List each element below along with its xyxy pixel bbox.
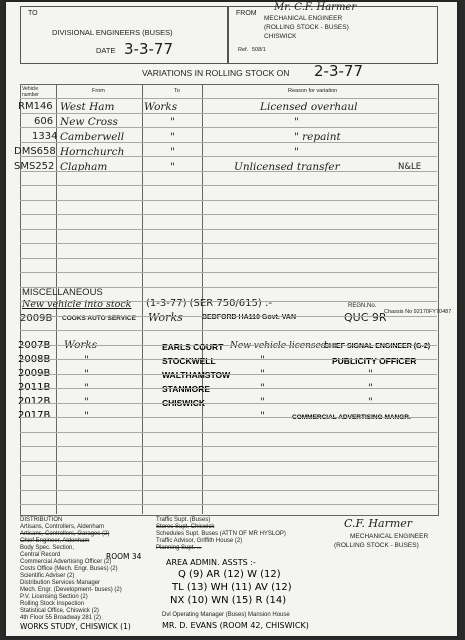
vehicle-cell: 1334: [32, 131, 58, 142]
extra-cell: ": [368, 396, 373, 408]
from-line2: (ROLLING STOCK - BUSES): [264, 24, 349, 31]
from-cell: New Cross: [60, 116, 118, 128]
reason-cell: Licensed overhaul: [260, 101, 358, 113]
dist-line: Distribution Services Manager: [20, 580, 101, 586]
col-vehicle: Vehicle number: [22, 86, 39, 98]
ruled-line: [20, 156, 437, 157]
misc-vehicle-type: BEDFORD HA110 Govt. VAN: [202, 314, 296, 321]
vehicle-cell: 606: [34, 116, 54, 127]
sig-line-1: MECHANICAL ENGINEER: [350, 533, 429, 540]
reason-cell: ": [260, 382, 265, 394]
vehicle-cell: DMS658: [14, 146, 56, 157]
from-cell: ": [84, 368, 89, 380]
ruled-line: [20, 185, 437, 186]
misc-new-vehicle: New vehicle into stock: [22, 299, 132, 310]
vehicle-cell: 2007B: [18, 340, 51, 351]
from-cell: Hornchurch: [60, 146, 125, 158]
date-value: 3-3-77: [124, 40, 173, 58]
dist-line: Commercial Advertising Officer (2): [20, 559, 112, 565]
to-cell: ": [170, 131, 175, 143]
to-cell: ": [170, 161, 175, 173]
from-cell: Works: [64, 339, 98, 351]
from-cell: Camberwell: [60, 131, 125, 143]
area-line-2: TL (13) WH (11) AV (12): [172, 582, 292, 593]
reason-cell: ": [294, 116, 299, 128]
traffic-block: [156, 517, 316, 552]
reason-cell: " repaint: [294, 131, 341, 143]
variations-form: [6, 2, 457, 636]
area-line-1: Q (9) AR (12) W (12): [178, 569, 281, 580]
misc-regn-label: REGN.No.: [348, 303, 377, 309]
misc-ser: (1-3-77) (SER 750/615) :-: [146, 298, 272, 309]
from-cell: Clapham: [60, 161, 108, 173]
ruled-line: [20, 403, 437, 404]
vehicle-cell: 2012B: [18, 396, 51, 407]
vehicle-cell: 2017B: [18, 410, 51, 421]
reason-cell: ": [260, 354, 265, 366]
from-label: FROM: [236, 10, 257, 17]
ruled-line: [20, 475, 437, 476]
ruled-line: [20, 258, 437, 259]
misc-supplier: COOKS AUTO SERVICE: [62, 315, 136, 322]
ruled-line: [20, 345, 437, 346]
mid-line: Traffic Advisor, Griffith House (2): [156, 538, 243, 544]
reason-cell: ": [260, 368, 265, 380]
from-line1: MECHANICAL ENGINEER: [264, 15, 343, 22]
ruled-line: [20, 417, 437, 418]
ruled-line: [20, 200, 437, 201]
area-admin-label: AREA ADMIN. ASSTS :-: [166, 558, 256, 567]
vehicle-cell: 2011B: [18, 382, 51, 393]
to-cell: EARLS COURT: [162, 342, 224, 352]
vehicle-cell: RM146: [18, 101, 53, 112]
col-from: From: [92, 88, 105, 94]
works-study: WORKS STUDY, CHISWICK (1): [20, 622, 131, 631]
reason-cell: New vehicle licensed: [230, 341, 327, 351]
dist-line: Scientific Adviser (2): [20, 573, 75, 579]
extra-cell: COMMERCIAL ADVERTISING MANGR.: [292, 414, 411, 421]
ruled-line: [20, 272, 437, 273]
reason-cell: ": [260, 396, 265, 408]
reason-cell: Unlicensed transfer: [234, 161, 340, 173]
to-cell: WALTHAMSTOW: [162, 370, 231, 380]
col-to: To: [174, 88, 180, 94]
vehicle-cell: SMS252: [14, 161, 55, 172]
mid-line: Traffic Supt. (Buses): [156, 517, 211, 523]
mid-line: Schedules Supt. Buses (ATTN OF MR HYSLOP): [156, 531, 286, 537]
from-line3: CHISWICK: [264, 33, 297, 40]
extra-cell: ": [368, 382, 373, 394]
ruled-line: [20, 98, 437, 99]
to-value: DIVISIONAL ENGINEERS (BUSES): [52, 28, 173, 37]
mid-line: Stores Supt. Chiswick: [156, 524, 215, 530]
to-cell: CHISWICK: [162, 398, 205, 408]
reason-cell: ": [294, 146, 299, 158]
ruled-line: [20, 432, 437, 433]
distribution-label: DISTRIBUTION: [20, 517, 63, 523]
ruled-line: [20, 287, 437, 288]
from-cell: ": [84, 396, 89, 408]
from-cell: ": [84, 382, 89, 394]
to-cell: STANMORE: [162, 384, 211, 394]
sig-line-2: (ROLLING STOCK - BUSES): [334, 542, 419, 549]
dist-line: Mech. Engr. (Development- buses) (2): [20, 587, 122, 593]
area-line-3: NX (10) WN (15) R (14): [170, 595, 287, 606]
to-cell: ": [170, 116, 175, 128]
room-34: ROOM 34: [106, 552, 142, 561]
ref-value: 508/1: [252, 47, 266, 53]
misc-chassis: Chassis No 92170FY70487: [384, 309, 452, 315]
dom-line: Dvl Operating Manager (Buses) Mansion House: [162, 612, 290, 618]
dist-line: Chief Engineer, Aldenham: [20, 538, 90, 544]
ruled-line: [20, 127, 437, 128]
dist-line: Body Spec. Section,: [20, 545, 75, 551]
misc-to-works: Works: [148, 311, 183, 324]
vehicle-cell: 2009B: [18, 368, 51, 379]
to-cell: STOCKWELL: [162, 356, 216, 366]
dist-line: 4th Floor 55 Broadway 281 (2): [20, 615, 102, 621]
vehicle-cell: 2008B: [18, 354, 51, 365]
dist-line: Artisans, Controllers, Garages (2): [20, 531, 110, 537]
ruled-line: [20, 243, 437, 244]
ruled-line: [20, 461, 437, 462]
ruled-line: [20, 330, 437, 331]
dist-line: Costs Office (Mech. Engr. Buses) (2): [20, 566, 118, 572]
from-cell: ": [84, 410, 89, 422]
from-cell: ": [84, 354, 89, 366]
to-label: TO: [28, 10, 38, 17]
misc-reg-number: QUC 9R: [344, 311, 387, 324]
dist-line: Central Record: [20, 552, 61, 558]
date-label: DATE: [96, 46, 116, 55]
dist-line: Rolling Stock Inspection: [20, 601, 85, 607]
ruled-line: [20, 446, 437, 447]
ruled-line: [20, 142, 437, 143]
reason-cell: ": [260, 410, 265, 422]
dist-line: P.V. Licensing Section (2): [20, 594, 88, 600]
extra-cell: ": [368, 368, 373, 380]
misc-vehicle-number: 2009B: [20, 313, 53, 324]
misc-label: MISCELLANEOUS: [22, 287, 103, 298]
to-cell: ": [170, 146, 175, 158]
ruled-line: [20, 504, 437, 505]
from-cell: West Ham: [60, 101, 115, 113]
ref-label: Ref.: [238, 47, 249, 53]
extra-cell: PUBLICITY OFFICER: [332, 356, 417, 366]
ruled-line: [20, 374, 437, 375]
distribution-block: [20, 517, 155, 632]
ruled-line: [20, 316, 437, 317]
extra-cell: CHIEF SIGNAL ENGINEER (G-2): [324, 343, 431, 350]
dist-line: Artisans, Controllers, Aldenham: [20, 524, 105, 530]
dist-line: Statistical Office, Chiswick (2): [20, 608, 99, 614]
ruled-line: [20, 171, 437, 172]
col-divider-2: [142, 84, 143, 514]
title-date: 2-3-77: [314, 62, 363, 80]
ruled-line: [20, 301, 437, 302]
to-cell: Works: [144, 101, 178, 113]
extra-cell: N&LE: [398, 162, 422, 172]
ruled-line: [20, 359, 437, 360]
ruled-line: [20, 229, 437, 230]
col-reason: Reason for variation: [288, 88, 338, 94]
ruled-line: [20, 388, 437, 389]
ruled-line: [20, 214, 437, 215]
from-handwritten: Mr. C.F. Harmer: [274, 2, 357, 13]
signature: C.F. Harmer: [344, 517, 413, 530]
page-title: VARIATIONS IN ROLLING STOCK ON: [142, 68, 290, 78]
ruled-line: [20, 490, 437, 491]
mid-line: Planning Supt. ...: [156, 545, 202, 551]
dom-handwritten: MR. D. EVANS (ROOM 42, CHISWICK): [162, 621, 309, 630]
ruled-line: [20, 113, 437, 114]
